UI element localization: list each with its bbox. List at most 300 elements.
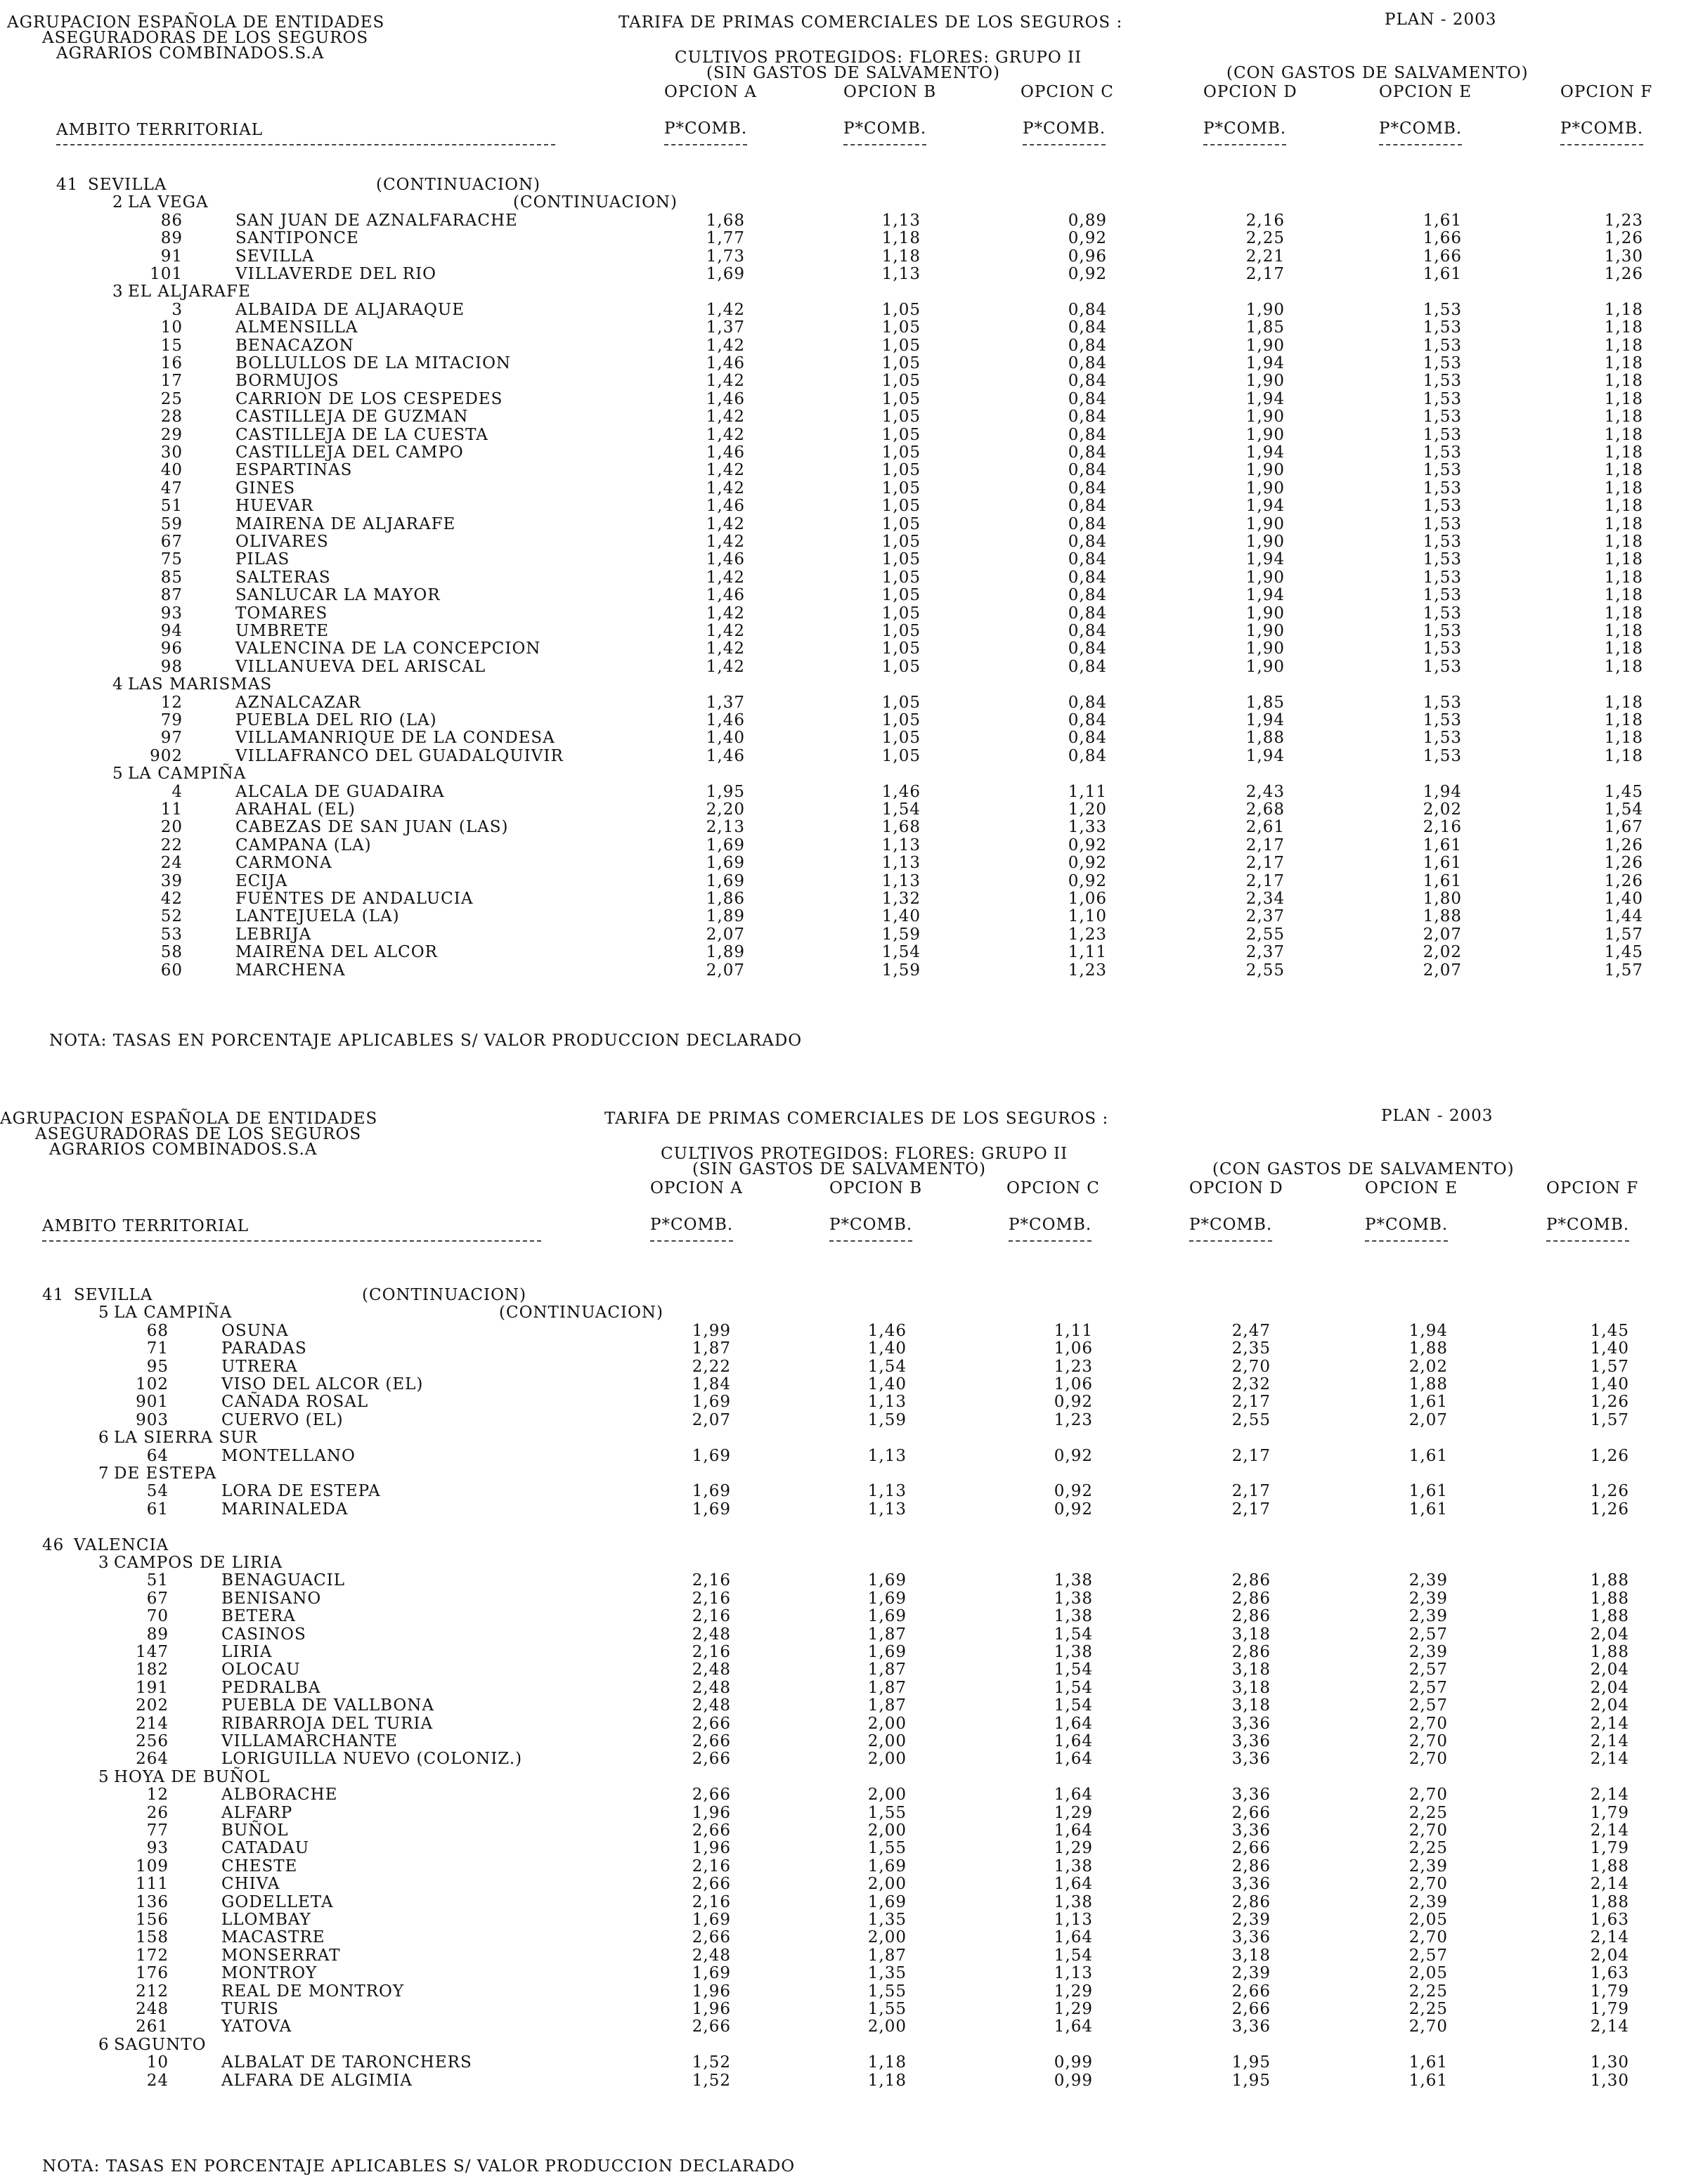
table-row (0, 497, 1684, 514)
municipality-name: CAMPANA (LA) (235, 836, 372, 854)
comarca-name: LA SIERRA SUR (114, 1429, 258, 1448)
municipality-code: 24 (146, 2071, 169, 2090)
rate-option-e: 1,53 (1423, 497, 1462, 516)
municipality-code: 53 (160, 925, 183, 944)
table-row (0, 1911, 1684, 1928)
rate-option-a: 2,13 (706, 818, 745, 837)
table-row (0, 443, 1684, 461)
rate-option-f: 1,26 (1604, 854, 1643, 873)
rate-option-d: 3,36 (1231, 1732, 1271, 1750)
rate-option-d: 2,17 (1245, 265, 1285, 283)
municipality-name: MAIRENA DEL ALCOR (235, 943, 438, 962)
rate-option-f: 1,88 (1590, 1589, 1629, 1608)
rate-option-e: 2,25 (1408, 1839, 1448, 1858)
option-header-c: OPCION C (1006, 1179, 1100, 1197)
municipality-name: ECIJA (235, 871, 288, 890)
municipality-name: OSUNA (221, 1321, 289, 1340)
rate-option-e: 1,61 (1408, 1446, 1448, 1465)
rate-option-f: 2,04 (1590, 1946, 1629, 1965)
rate-option-e: 2,39 (1408, 1607, 1448, 1626)
rate-option-e: 1,53 (1423, 657, 1462, 676)
pcomb-header-c: P*COMB. (1009, 1216, 1092, 1234)
pcomb-header-b: P*COMB. (829, 1216, 913, 1234)
municipality-name: ALFARP (221, 1803, 293, 1822)
municipality-code: 54 (146, 1482, 169, 1501)
rate-option-a: 2,48 (692, 1660, 731, 1679)
table-row (0, 639, 1684, 657)
pcomb-underline-a (650, 1240, 733, 1242)
option-header-e: OPCION E (1379, 83, 1472, 101)
rate-option-d: 2,35 (1231, 1339, 1271, 1358)
table-row (0, 1393, 1684, 1410)
rate-option-c: 1,54 (1054, 1696, 1093, 1715)
rate-option-f: 1,54 (1604, 800, 1643, 819)
rate-option-f: 1,88 (1590, 1857, 1629, 1876)
rate-option-a: 1,42 (706, 336, 745, 355)
municipality-code: 30 (160, 443, 183, 462)
rate-option-a: 1,42 (706, 622, 745, 640)
municipality-code: 59 (160, 514, 183, 533)
rate-option-c: 1,29 (1054, 2000, 1093, 2018)
rate-option-c: 1,23 (1054, 1410, 1093, 1429)
rate-option-c: 0,92 (1068, 854, 1107, 873)
rate-option-a: 2,16 (692, 1571, 731, 1590)
rate-option-f: 1,57 (1604, 961, 1643, 980)
municipality-name: BORMUJOS (235, 372, 339, 391)
comarca-code: 6 (98, 1429, 110, 1448)
municipality-name: YATOVA (221, 2017, 292, 2036)
province-name: SEVILLA (88, 176, 167, 194)
rate-option-e: 2,39 (1408, 1892, 1448, 1911)
rate-option-a: 1,69 (692, 1482, 731, 1501)
municipality-name: BENISANO (221, 1589, 322, 1608)
rate-option-a: 1,69 (692, 1964, 731, 1983)
rate-option-f: 2,14 (1590, 1875, 1629, 1894)
table-row (0, 1715, 1684, 1732)
rate-option-d: 3,18 (1231, 1660, 1271, 1679)
table-row (0, 515, 1684, 533)
municipality-name: CASTILLEJA DE LA CUESTA (235, 425, 488, 444)
municipality-name: CUERVO (EL) (221, 1410, 344, 1429)
rate-option-b: 1,69 (867, 1571, 907, 1590)
ambito-underline (42, 1240, 541, 1242)
rate-option-c: 1,06 (1054, 1339, 1093, 1358)
rate-option-b: 1,40 (881, 907, 921, 926)
municipality-name: MONTELLANO (221, 1446, 356, 1465)
comarca-name: LA CAMPIÑA (114, 1304, 233, 1322)
option-header-c: OPCION C (1021, 83, 1114, 101)
rate-option-e: 1,80 (1423, 890, 1462, 908)
tariff-title: TARIFA DE PRIMAS COMERCIALES DE LOS SEGUROS : (604, 1110, 1109, 1128)
rate-option-f: 2,14 (1590, 1732, 1629, 1750)
rate-option-b: 1,05 (881, 354, 921, 372)
rate-option-e: 1,88 (1423, 907, 1462, 926)
pcomb-underline-c (1009, 1240, 1092, 1242)
rate-option-b: 1,05 (881, 336, 921, 355)
municipality-name: HUEVAR (235, 497, 314, 516)
pcomb-underline-e (1365, 1240, 1448, 1242)
table-row (0, 1964, 1684, 1982)
rate-option-d: 2,17 (1231, 1393, 1271, 1412)
rate-option-d: 3,36 (1231, 1786, 1271, 1805)
municipality-code: 256 (136, 1732, 169, 1750)
rate-option-f: 1,18 (1604, 372, 1643, 391)
table-row (0, 1679, 1684, 1696)
table-row (0, 408, 1684, 425)
rate-option-d: 2,34 (1245, 890, 1285, 908)
rate-option-c: 1,38 (1054, 1857, 1093, 1876)
rate-option-e: 1,94 (1423, 782, 1462, 801)
rate-option-a: 1,46 (706, 443, 745, 462)
table-row (0, 1804, 1684, 1821)
tariff-page-2 (0, 1096, 1684, 2184)
rate-option-d: 1,90 (1245, 372, 1285, 391)
rate-option-e: 1,61 (1423, 854, 1462, 873)
rate-option-f: 1,30 (1590, 2053, 1629, 2072)
rate-option-c: 1,64 (1054, 1732, 1093, 1750)
rate-option-f: 1,18 (1604, 461, 1643, 480)
rate-option-e: 2,70 (1408, 1714, 1448, 1733)
rate-option-f: 1,79 (1590, 1982, 1629, 2001)
rate-option-e: 2,25 (1408, 1803, 1448, 1822)
municipality-name: SANLUCAR LA MAYOR (235, 586, 441, 605)
rate-option-b: 2,00 (867, 1875, 907, 1894)
table-row (0, 2053, 1684, 2071)
rate-option-d: 2,39 (1231, 1964, 1271, 1983)
rate-option-a: 1,42 (706, 300, 745, 319)
rate-option-a: 1,42 (706, 408, 745, 427)
rate-option-a: 1,95 (706, 782, 745, 801)
rate-option-b: 1,05 (881, 746, 921, 765)
rate-option-f: 1,18 (1604, 622, 1643, 640)
rate-option-c: 1,11 (1054, 1321, 1093, 1340)
rate-option-c: 0,84 (1068, 336, 1107, 355)
option-header-a: OPCION A (650, 1179, 743, 1197)
rate-option-f: 1,23 (1604, 211, 1643, 230)
comarca-row (0, 1768, 1684, 1786)
comarca-code: 5 (98, 1767, 110, 1786)
rate-option-d: 2,86 (1231, 1892, 1271, 1911)
rate-option-d: 2,86 (1231, 1589, 1271, 1608)
rate-option-b: 1,54 (881, 800, 921, 819)
rate-option-f: 2,14 (1590, 1928, 1629, 1947)
rate-option-c: 0,84 (1068, 693, 1107, 712)
rate-option-a: 2,66 (692, 1750, 731, 1769)
rate-option-d: 2,86 (1231, 1643, 1271, 1661)
municipality-code: 52 (160, 907, 183, 926)
rate-option-a: 1,46 (706, 711, 745, 729)
rate-option-f: 1,44 (1604, 907, 1643, 926)
rate-option-c: 1,23 (1068, 925, 1107, 944)
rate-option-f: 1,18 (1604, 729, 1643, 748)
rate-option-e: 2,05 (1408, 1911, 1448, 1929)
rate-option-d: 3,18 (1231, 1625, 1271, 1644)
rate-option-c: 0,92 (1054, 1500, 1093, 1519)
rate-option-a: 1,89 (706, 907, 745, 926)
table-row (0, 2072, 1684, 2089)
table-row (0, 372, 1684, 389)
table-row (0, 318, 1684, 336)
municipality-name: BETERA (221, 1607, 296, 1626)
rate-option-c: 0,84 (1068, 657, 1107, 676)
table-row (0, 1857, 1684, 1875)
rate-option-a: 2,07 (692, 1410, 731, 1429)
rate-option-e: 1,53 (1423, 408, 1462, 427)
comarca-code: 5 (112, 765, 124, 784)
table-row (0, 479, 1684, 497)
continuation-label: (CONTINUACION) (513, 193, 678, 212)
municipality-name: UMBRETE (235, 622, 330, 640)
rate-option-c: 0,84 (1068, 639, 1107, 658)
footnote: NOTA: TASAS EN PORCENTAJE APLICABLES S/ VALOR PRODUCCION DECLARADO (49, 1032, 803, 1050)
rate-option-c: 0,99 (1054, 2071, 1093, 2090)
pcomb-header-f: P*COMB. (1546, 1216, 1630, 1234)
rate-option-f: 2,14 (1590, 1821, 1629, 1840)
pcomb-header-a: P*COMB. (650, 1216, 734, 1234)
table-row (0, 658, 1684, 675)
option-header-f: OPCION F (1560, 83, 1653, 101)
pcomb-underline-b (843, 144, 926, 145)
municipality-name: VILLAVERDE DEL RIO (235, 265, 437, 283)
rate-option-d: 2,21 (1245, 247, 1285, 266)
rate-option-b: 1,40 (867, 1375, 907, 1393)
municipality-code: 202 (136, 1696, 169, 1715)
rate-option-b: 1,87 (867, 1625, 907, 1644)
rate-option-f: 1,18 (1604, 586, 1643, 605)
rate-option-a: 1,46 (706, 746, 745, 765)
municipality-code: 10 (146, 2053, 169, 2072)
rate-option-d: 3,18 (1231, 1946, 1271, 1965)
rate-option-d: 2,37 (1245, 907, 1285, 926)
rate-option-e: 2,70 (1408, 1750, 1448, 1769)
rate-option-b: 1,18 (881, 229, 921, 248)
municipality-name: OLOCAU (221, 1660, 301, 1679)
rate-option-f: 1,18 (1604, 497, 1643, 516)
municipality-name: CHESTE (221, 1857, 298, 1876)
municipality-name: MARCHENA (235, 961, 346, 980)
rate-option-b: 1,18 (881, 247, 921, 266)
rate-option-d: 3,36 (1231, 1714, 1271, 1733)
rate-option-b: 2,00 (867, 1732, 907, 1750)
rate-option-d: 1,94 (1245, 746, 1285, 765)
rate-option-c: 1,54 (1054, 1678, 1093, 1697)
municipality-code: 22 (160, 836, 183, 854)
table-row (0, 568, 1684, 586)
municipality-name: CHIVA (221, 1875, 280, 1894)
rate-option-f: 1,18 (1604, 389, 1643, 408)
rate-option-e: 1,88 (1408, 1375, 1448, 1393)
rate-option-c: 0,89 (1068, 211, 1107, 230)
municipality-code: 903 (136, 1410, 169, 1429)
rate-option-f: 1,18 (1604, 550, 1643, 569)
rate-option-e: 1,53 (1423, 693, 1462, 712)
rate-option-d: 1,94 (1245, 354, 1285, 372)
rate-option-a: 1,42 (706, 657, 745, 676)
rate-option-e: 1,53 (1423, 586, 1462, 605)
municipality-code: 51 (160, 497, 183, 516)
rate-option-e: 2,57 (1408, 1946, 1448, 1965)
municipality-code: 58 (160, 943, 183, 962)
rate-option-c: 0,96 (1068, 247, 1107, 266)
comarca-code: 6 (98, 2035, 110, 2054)
table-row (0, 212, 1684, 229)
rate-option-a: 1,87 (692, 1339, 731, 1358)
municipality-code: 158 (136, 1928, 169, 1947)
rate-option-c: 1,33 (1068, 818, 1107, 837)
municipality-code: 15 (160, 336, 183, 355)
municipality-code: 39 (160, 871, 183, 890)
municipality-code: 25 (160, 389, 183, 408)
municipality-name: BENACAZON (235, 336, 354, 355)
municipality-code: 79 (160, 711, 183, 729)
table-row (0, 1750, 1684, 1767)
rate-option-d: 2,17 (1245, 854, 1285, 873)
rate-option-d: 2,25 (1245, 229, 1285, 248)
rate-option-f: 1,18 (1604, 336, 1643, 355)
municipality-code: 75 (160, 550, 183, 569)
pcomb-header-e: P*COMB. (1365, 1216, 1449, 1234)
rate-option-d: 2,17 (1231, 1446, 1271, 1465)
rate-option-c: 1,10 (1068, 907, 1107, 926)
rate-option-a: 1,42 (706, 425, 745, 444)
rate-option-b: 1,05 (881, 479, 921, 498)
rate-option-c: 0,84 (1068, 389, 1107, 408)
rate-option-d: 2,55 (1231, 1410, 1271, 1429)
rate-option-b: 1,59 (867, 1410, 907, 1429)
rate-option-a: 1,69 (706, 836, 745, 854)
table-row (0, 390, 1684, 408)
rate-option-a: 1,96 (692, 2000, 731, 2018)
municipality-code: 12 (146, 1786, 169, 1805)
rate-option-e: 1,61 (1408, 2053, 1448, 2072)
rate-option-f: 2,14 (1590, 2017, 1629, 2036)
rate-option-c: 0,84 (1068, 425, 1107, 444)
rate-option-d: 2,70 (1231, 1357, 1271, 1376)
rate-option-f: 1,88 (1590, 1643, 1629, 1661)
municipality-code: 111 (136, 1875, 169, 1894)
table-row (0, 818, 1684, 836)
comarca-name: LA VEGA (128, 193, 209, 212)
municipality-name: BUÑOL (221, 1821, 289, 1840)
rate-option-a: 2,66 (692, 1732, 731, 1750)
table-row (0, 229, 1684, 247)
pcomb-header-c: P*COMB. (1023, 119, 1106, 138)
rate-option-c: 1,64 (1054, 1928, 1093, 1947)
rate-option-a: 1,42 (706, 639, 745, 658)
rate-option-b: 1,69 (867, 1857, 907, 1876)
municipality-name: TOMARES (235, 604, 328, 623)
municipality-code: 40 (160, 461, 183, 480)
option-header-e: OPCION E (1365, 1179, 1458, 1197)
municipality-name: ALCALA DE GUADAIRA (235, 782, 445, 801)
province-name: SEVILLA (74, 1286, 153, 1304)
rate-option-b: 1,05 (881, 461, 921, 480)
rate-option-a: 1,37 (706, 318, 745, 337)
table-row (0, 426, 1684, 443)
pcomb-underline-d (1189, 1240, 1272, 1242)
rate-option-e: 1,53 (1423, 604, 1462, 623)
municipality-name: PUEBLA DE VALLBONA (221, 1696, 435, 1715)
rate-option-f: 1,18 (1604, 639, 1643, 658)
rate-option-c: 1,13 (1054, 1964, 1093, 1983)
municipality-name: ALBORACHE (221, 1786, 338, 1805)
table-row (0, 550, 1684, 568)
rate-option-a: 1,96 (692, 1839, 731, 1858)
rate-option-c: 0,84 (1068, 408, 1107, 427)
rate-option-f: 2,04 (1590, 1678, 1629, 1697)
table-row (0, 747, 1684, 765)
municipality-name: SANTIPONCE (235, 229, 359, 248)
rate-option-a: 1,42 (706, 533, 745, 551)
table-row (0, 729, 1684, 746)
municipality-code: 4 (171, 782, 183, 801)
municipality-name: ALFARA DE ALGIMIA (221, 2071, 413, 2090)
rate-option-c: 0,84 (1068, 604, 1107, 623)
rate-option-d: 1,90 (1245, 533, 1285, 551)
municipality-code: 47 (160, 479, 183, 498)
table-row (0, 925, 1684, 943)
rate-option-e: 1,53 (1423, 711, 1462, 729)
pcomb-header-f: P*COMB. (1560, 119, 1644, 138)
rate-option-d: 3,36 (1231, 1750, 1271, 1769)
comarca-row (0, 765, 1684, 782)
rate-option-c: 0,84 (1068, 461, 1107, 480)
pcomb-header-d: P*COMB. (1189, 1216, 1273, 1234)
rate-option-e: 1,53 (1423, 336, 1462, 355)
rate-option-e: 1,61 (1408, 1482, 1448, 1501)
rate-option-b: 1,05 (881, 408, 921, 427)
rate-option-f: 1,18 (1604, 568, 1643, 587)
rate-option-a: 1,69 (706, 265, 745, 283)
table-row (0, 1625, 1684, 1643)
table-row (0, 2017, 1684, 2035)
rate-option-f: 1,88 (1590, 1607, 1629, 1626)
rate-option-d: 2,32 (1231, 1375, 1271, 1393)
municipality-name: MONTROY (221, 1964, 318, 1983)
rate-option-c: 1,29 (1054, 1839, 1093, 1858)
rate-option-b: 1,05 (881, 443, 921, 462)
rate-option-d: 1,94 (1245, 711, 1285, 729)
municipality-code: 10 (160, 318, 183, 337)
plan-label: PLAN - 2003 (1381, 1107, 1494, 1125)
rate-option-c: 1,06 (1068, 890, 1107, 908)
option-header-a: OPCION A (664, 83, 757, 101)
municipality-code: 85 (160, 568, 183, 587)
rate-option-f: 1,63 (1590, 1964, 1629, 1983)
rate-option-c: 1,20 (1068, 800, 1107, 819)
rate-option-d: 1,90 (1245, 300, 1285, 319)
table-row (0, 1411, 1684, 1429)
rate-option-e: 2,70 (1408, 1875, 1448, 1894)
municipality-code: 91 (160, 247, 183, 266)
municipality-name: CASTILLEJA DE GUZMAN (235, 408, 469, 427)
sin-gastos-label: (SIN GASTOS DE SALVAMENTO) (692, 1160, 986, 1178)
rate-option-a: 2,16 (692, 1857, 731, 1876)
rate-option-d: 2,37 (1245, 943, 1285, 962)
rate-option-d: 3,36 (1231, 1875, 1271, 1894)
municipality-name: ALMENSILLA (235, 318, 358, 337)
municipality-code: 20 (160, 818, 183, 837)
comarca-name: HOYA DE BUÑOL (114, 1767, 271, 1786)
municipality-name: SALTERAS (235, 568, 331, 587)
rate-option-f: 1,18 (1604, 425, 1643, 444)
table-row (0, 265, 1684, 282)
rate-option-c: 1,11 (1068, 782, 1107, 801)
rate-option-c: 1,54 (1054, 1946, 1093, 1965)
rate-option-e: 1,53 (1423, 533, 1462, 551)
municipality-name: CABEZAS DE SAN JUAN (LAS) (235, 818, 509, 837)
rate-option-a: 1,84 (692, 1375, 731, 1393)
